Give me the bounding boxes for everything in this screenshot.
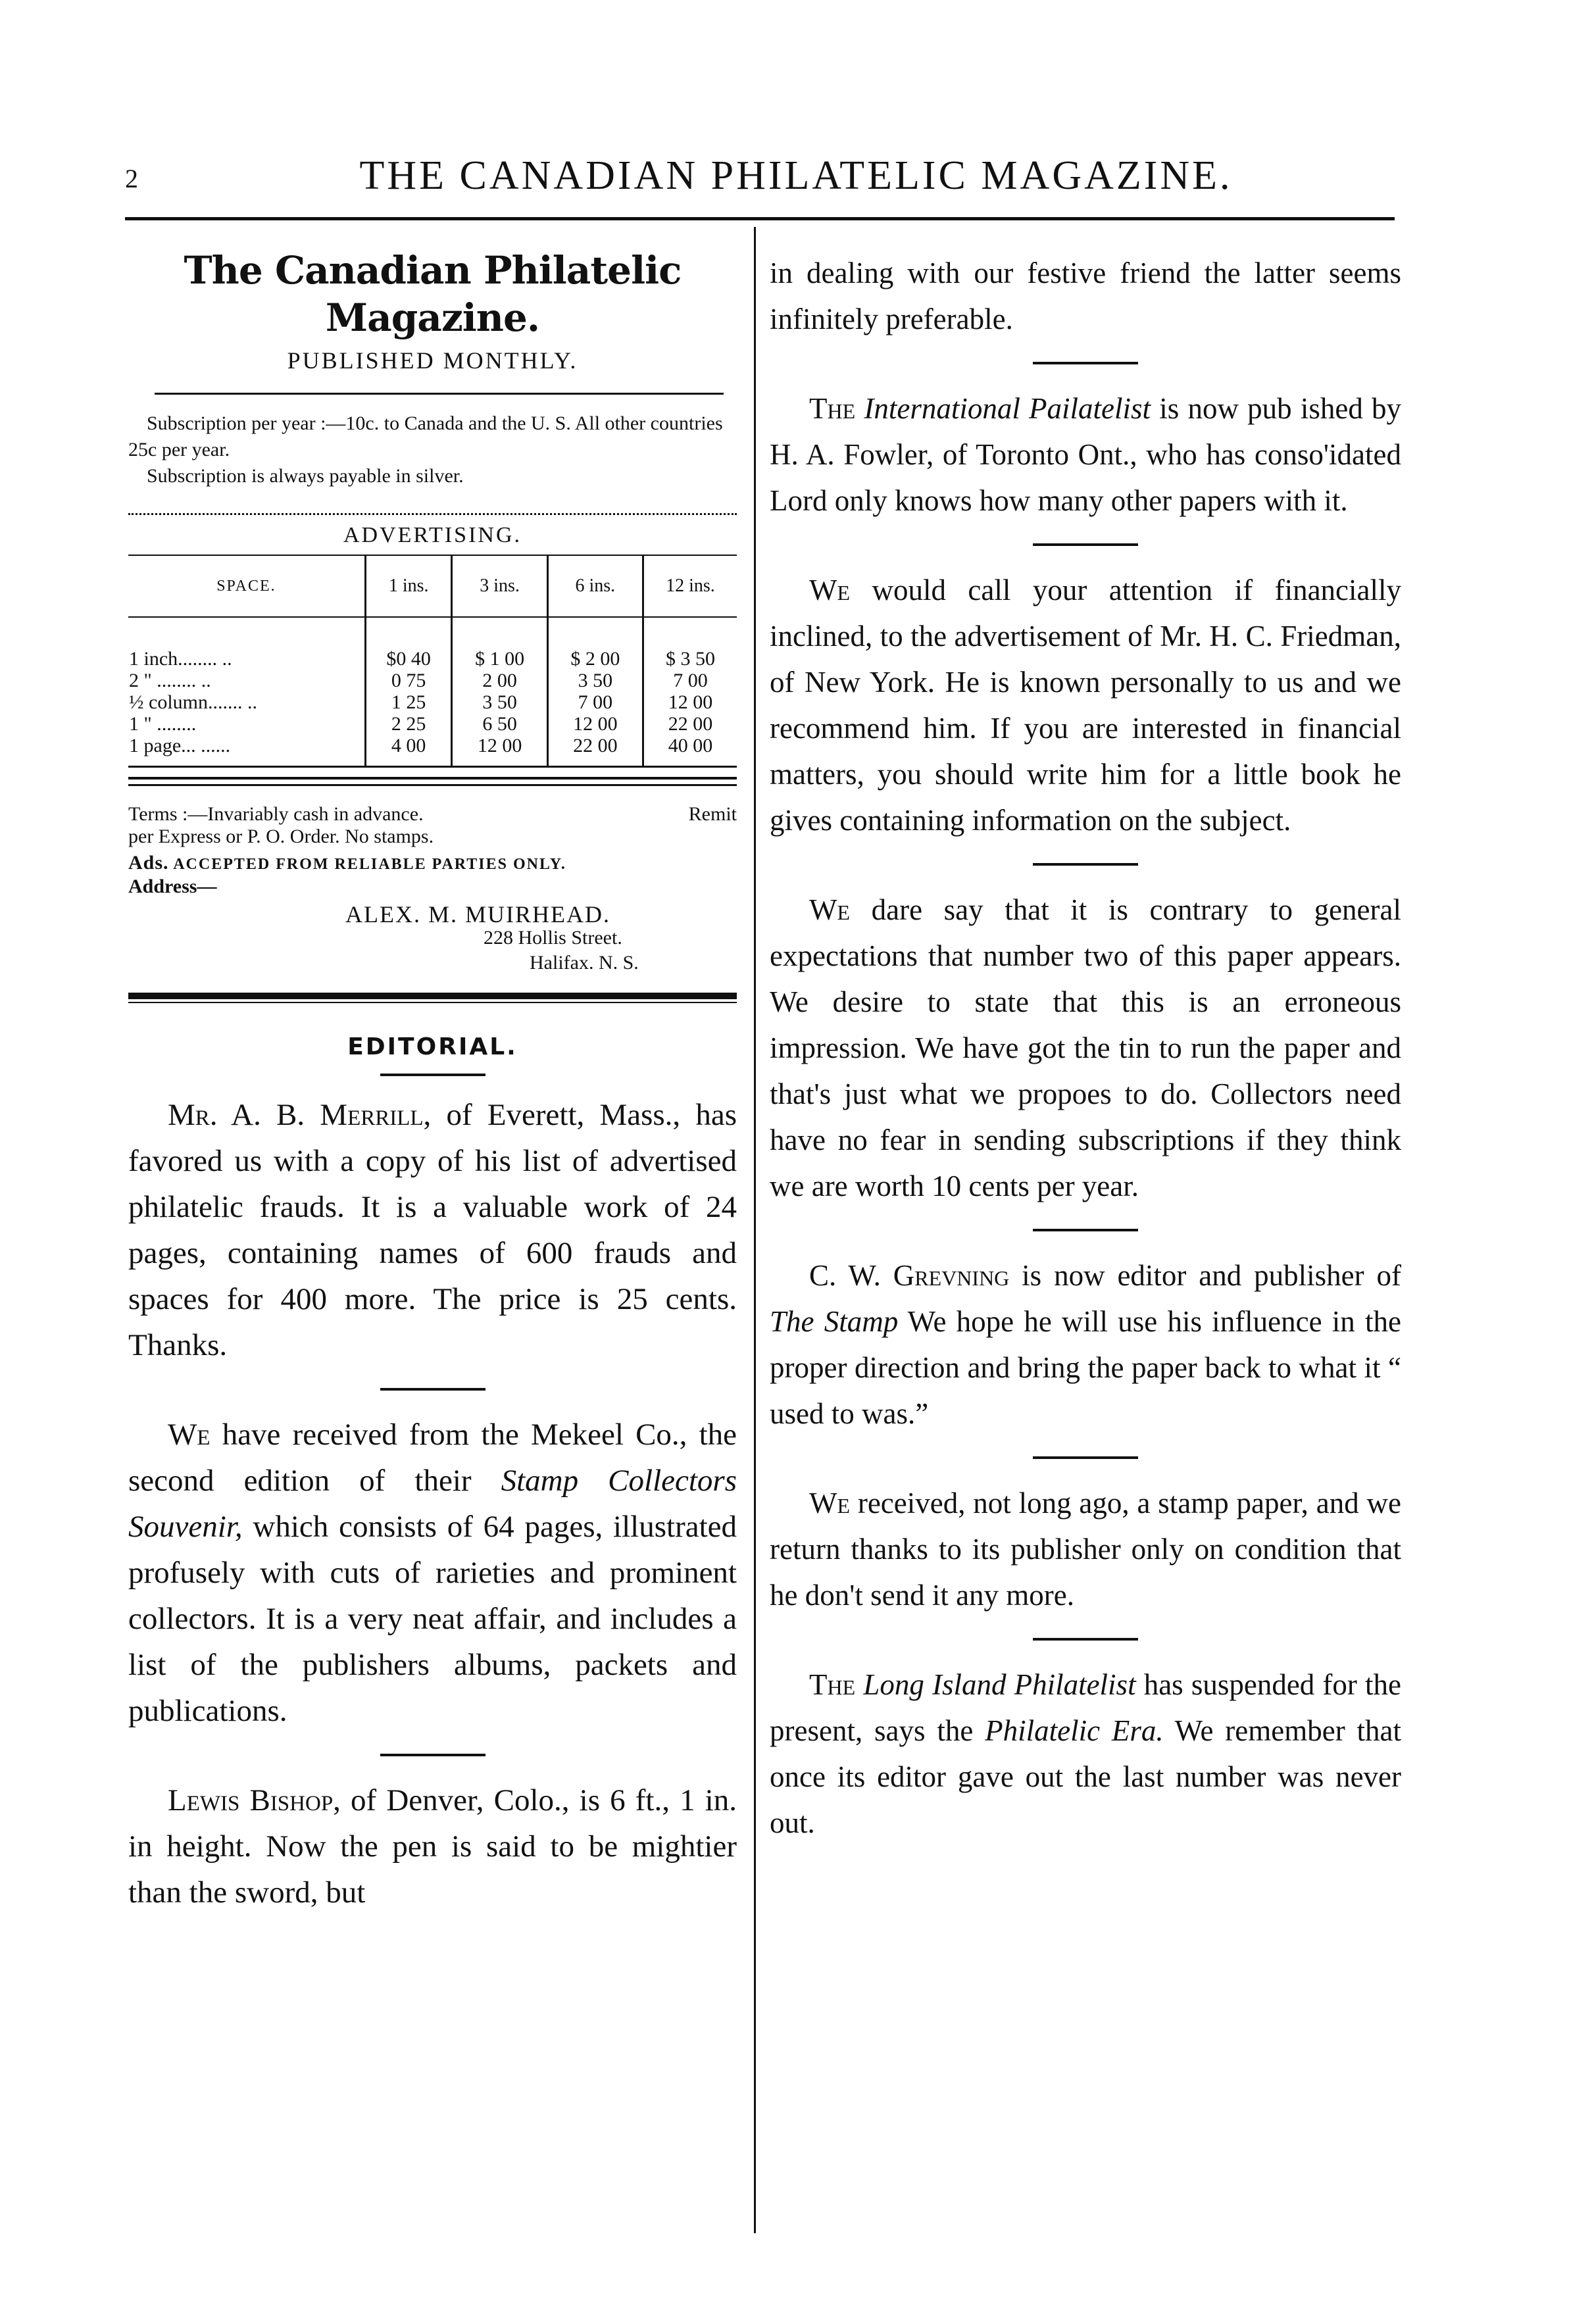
wavy-rule (128, 501, 737, 515)
column-rule (754, 227, 756, 2233)
paragraph-lead: We (809, 1487, 851, 1520)
section-rule (1033, 362, 1138, 364)
paragraph-text: We hope he will use his influence in the proper direction and bring the paper back to what it “ used to was.” (770, 1305, 1401, 1430)
table-cell: $ 2 00 (547, 649, 643, 670)
editorial-paragraph (128, 1777, 737, 1916)
publication-title: Philatelic Era. (985, 1714, 1164, 1747)
table-row (128, 692, 737, 714)
table-cell: 6 50 (452, 714, 547, 735)
paragraph-lead: We (809, 893, 851, 926)
table-row (128, 649, 737, 670)
column-header: 12 ins. (643, 555, 737, 617)
paragraph-lead: Lewis Bishop, (168, 1783, 341, 1817)
paragraph-text: have received from the Mekeel Co., the second edition of their (128, 1418, 737, 1498)
advertising-rates-table (128, 555, 737, 768)
table-cell: 22 00 (547, 735, 643, 767)
header-rule (125, 217, 1395, 220)
paragraph-text: dare say that it is contrary to general expectations that number two of this paper appears. We desire to state that this is an erroneous impression. We have got the tin to run the paper and that's just what we propoes to do. Collectors need have no fear in sending subscriptions if they think we are worth 10 cents per year. (770, 893, 1401, 1202)
table-double-rule (128, 777, 737, 786)
terms-line (128, 803, 737, 826)
masthead-subtitle: PUBLISHED MONTHLY. (287, 347, 578, 374)
section-rule (380, 1074, 485, 1076)
paragraph-text: is now editor and publisher of (1009, 1259, 1401, 1292)
masthead-rule (155, 393, 724, 395)
paragraph-text: We remember that once its editor gave out the last number was never out. (770, 1714, 1401, 1839)
editorial-paragraph (770, 385, 1401, 524)
paragraph-text: would call your attention if financially inclined, to the advertisement of Mr. H. C. Friedman, of New York. He is known personally to us and we recommend him. If you are interested in financial matters, you should write him for a little book he gives containing information on the subject. (770, 574, 1401, 837)
section-rule (1033, 1638, 1138, 1641)
table-row (128, 714, 737, 735)
paragraph-text: of Everett, Mass., has favored us with a copy of his list of advertised philatelic frauds. It is a valuable work of 24 pages, containing names of 600 frauds and spaces for 400 more. The price is 25 cents. Thanks. (128, 1098, 737, 1362)
section-rule (1033, 1456, 1138, 1459)
page-number: 2 (125, 164, 138, 193)
column-header: 3 ins. (452, 555, 547, 617)
ads-label: Ads. (128, 852, 169, 874)
paragraph-lead: We (168, 1418, 211, 1452)
editorial-paragraph (770, 1662, 1401, 1846)
section-rule (1033, 543, 1138, 546)
column-header: SPACE. (128, 555, 365, 617)
publication-title: The Stamp (770, 1305, 899, 1338)
address-city: Halifax. N. S. (530, 952, 639, 974)
section-rule (380, 1388, 485, 1391)
advertising-title: ADVERTISING. (343, 523, 522, 547)
address-label: Address— (128, 876, 217, 897)
table-cell: 2 00 (452, 670, 547, 692)
section-rule (1033, 863, 1138, 866)
table-cell: $0 40 (365, 649, 452, 670)
editorial-paragraph (770, 1480, 1401, 1618)
terms-line-2: per Express or P. O. Order. No stamps. (128, 826, 434, 847)
table-row (128, 670, 737, 692)
ads-line (128, 852, 737, 876)
address-street: 228 Hollis Street. (484, 927, 622, 949)
table-cell: 40 00 (643, 735, 737, 767)
table-cell: $ 1 00 (452, 649, 547, 670)
terms-block (128, 803, 737, 976)
paragraph-text: is now pub ished by H. A. Fowler, of Toronto Ont., who has conso'idated Lord only knows how many other papers with it. (770, 392, 1402, 517)
editorial-paragraph (128, 1092, 737, 1368)
left-column (128, 247, 737, 1916)
table-cell: 3 50 (452, 692, 547, 714)
table-cell: 12 00 (452, 735, 547, 767)
table-cell: 4 00 (365, 735, 452, 767)
editorial-heading: EDITORIAL. (347, 1033, 518, 1060)
section-rule (1033, 1229, 1138, 1231)
terms-text: Terms :—Invariably cash in advance. (128, 803, 424, 825)
table-cell: 1 25 (365, 692, 452, 714)
heavy-rule (128, 993, 737, 999)
table-cell: 1 inch........ .. (129, 648, 232, 670)
editorial-paragraph: in dealing with our festive friend the latter seems infinitely preferable. (770, 257, 1401, 335)
paragraph-lead: The (809, 1668, 856, 1701)
table-cell: 12 00 (643, 692, 737, 714)
subscription-payment: Subscription is always payable in silver. (147, 465, 464, 487)
editorial-paragraph (128, 1412, 737, 1734)
paragraph-text: which consists of 64 pages, illustrated profusely with cuts of rarieties and prominent collectors. It is a very neat affair, and includes a list of the publishers albums, packets and publications. (128, 1510, 737, 1728)
publication-title: Long Island Philatelist (863, 1668, 1136, 1701)
terms-remit: Remit (688, 803, 737, 825)
table-cell: ½ column....... .. (129, 691, 257, 713)
table-cell: 2 " ........ .. (129, 670, 211, 691)
address-name: ALEX. M. MUIRHEAD. (345, 901, 610, 927)
paragraph-text: received, not long ago, a stamp paper, and we return thanks to its publisher only on condition that he don't send it any more. (770, 1487, 1401, 1612)
table-cell: 22 00 (643, 714, 737, 735)
table-cell: 1 page... ...... (128, 735, 365, 767)
right-column (770, 250, 1401, 1846)
editorial-paragraph (770, 567, 1401, 843)
paragraph-lead: C. W. Grevning (809, 1259, 1010, 1292)
table-cell: 1 " ........ (129, 713, 197, 735)
paragraph-lead: We (809, 574, 851, 606)
column-header: 1 ins. (365, 555, 452, 617)
running-head: THE CANADIAN PHILATELIC MAGAZINE. (359, 153, 1233, 198)
column-header: 6 ins. (547, 555, 643, 617)
table-cell: 7 00 (643, 670, 737, 692)
table-cell: 7 00 (547, 692, 643, 714)
subscription-rate: Subscription per year :—10c. to Canada and the U. S. All other countries 25c per year. (128, 412, 723, 460)
ads-text: ACCEPTED FROM RELIABLE PARTIES ONLY. (173, 856, 566, 873)
hair-rule (128, 1002, 737, 1003)
editorial-paragraph (770, 1252, 1401, 1437)
paragraph-lead: The (809, 392, 856, 425)
publication-title: International Pailatelist (864, 392, 1151, 425)
paragraph-text: of Denver, Colo., is 6 ft., 1 in. in height. Now the pen is said to be mightier than the sword, but (128, 1783, 737, 1910)
table-cell: 2 25 (365, 714, 452, 735)
table-cell: 12 00 (547, 714, 643, 735)
paragraph-lead: Mr. A. B. Merrill, (168, 1098, 432, 1132)
publication-title: Stamp Collectors Souvenir, (128, 1464, 737, 1544)
table-cell: 0 75 (365, 670, 452, 692)
table-cell: 3 50 (547, 670, 643, 692)
table-row (128, 735, 737, 767)
section-rule (380, 1754, 485, 1756)
editorial-paragraph (770, 887, 1401, 1209)
table-header-row (128, 555, 737, 617)
table-cell: $ 3 50 (643, 649, 737, 670)
paragraph-text: has suspended for the present, says the (770, 1668, 1402, 1747)
masthead-title: The Canadian Philatelic Magazine. (184, 248, 682, 340)
